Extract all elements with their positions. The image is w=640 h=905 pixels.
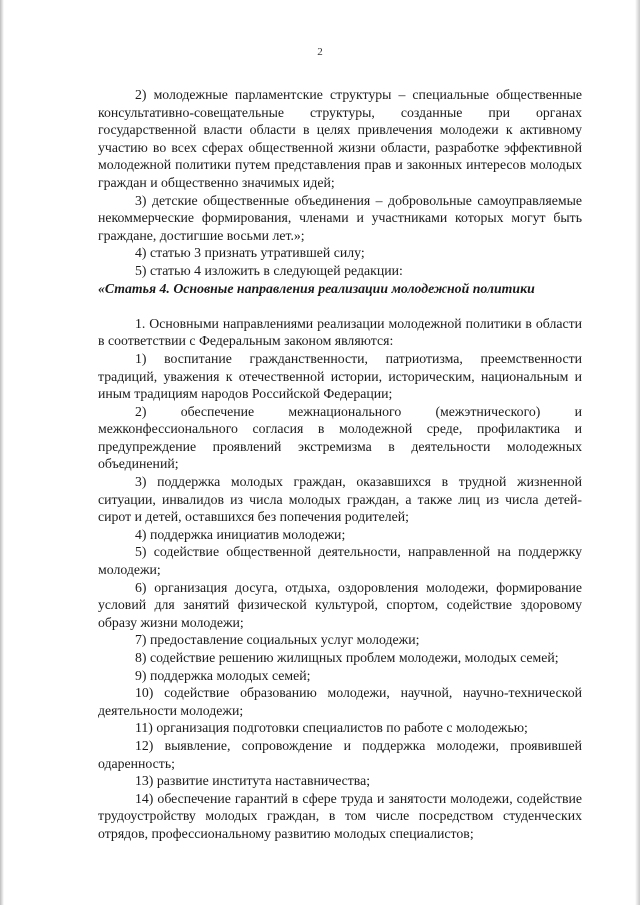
list-item-6: 6) организация досуга, отдыха, оздоровления молодежи, формирование условий для занятий физической культурой, спортом, содействие здоровому образу жизни молодежи; [98, 579, 582, 630]
list-item-12: 12) выявление, сопровождение и поддержка молодежи, проявившей одаренность; [98, 737, 582, 771]
scan-edge-left [0, 0, 4, 905]
paragraph-article-3-repeal: 4) статью 3 признать утратившей силу; [135, 245, 365, 261]
list-item-14: 14) обеспечение гарантий в сфере труда и занятости молодежи, содействие трудоустройству молодых граждан, в том числе посредством студенческих отрядов, профессиональному развитию молодых специалистов; [98, 790, 582, 841]
list-item-2: 2) обеспечение межнационального (межэтнического) и межконфессионального согласия в молодежной среде, профилактика и предупреждение проявлений экстремизма в деятельности молодежных объединений; [98, 403, 582, 472]
paragraph-definition-parliamentary-structures: 2) молодежные парламентские структуры – специальные общественные консультативно-совещательные структуры, созданные при органах государственной власти области в целях привлечения молодежи к активному участию во всех сферах общественной жизни области, разработке эффективной молодежной политики путем представления прав и законных интересов молодых граждан и общественно значимых идей; [98, 87, 582, 190]
list-item-13: 13) развитие института наставничества; [135, 773, 371, 789]
list-item-10: 10) содействие образованию молодежи, научной, научно-технической деятельности молодежи; [98, 685, 582, 718]
list-item-7: 7) предоставление социальных услуг молодежи; [135, 632, 420, 648]
page-number: 2 [317, 46, 323, 58]
article-paragraph-intro: 1. Основными направлениями реализации молодежной политики в области в соответствии с Федеральным законом являются: [98, 315, 582, 349]
list-item-9: 9) поддержка молодых семей; [135, 667, 311, 683]
paragraph-definition-childrens-associations: 3) детские общественные объединения – добровольные самоуправляемые некоммерческие формирования, членами и участниками которых могут быть граждане, достигшие восьми лет.»; [98, 192, 582, 243]
paragraph-article-4-new-edition: 5) статью 4 изложить в следующей редакции: [135, 262, 403, 278]
article-4-heading: «Статья 4. Основные направления реализации молодежной политики [98, 280, 535, 296]
scan-edge-right [635, 0, 640, 905]
document-body [98, 86, 582, 843]
list-item-11: 11) организация подготовки специалистов по работе с молодежью; [135, 720, 528, 736]
list-item-4: 4) поддержка инициатив молодежи; [135, 526, 346, 542]
list-item-5: 5) содействие общественной деятельности, направленной на поддержку молодежи; [98, 544, 582, 578]
list-item-1: 1) воспитание гражданственности, патриотизма, преемственности традиций, уважения к отечественной истории, историческим, национальным и иным традициям народов Российской Федерации; [98, 350, 582, 402]
list-item-3: 3) поддержка молодых граждан, оказавшихся в трудной жизненной ситуации, инвалидов из числа молодых граждан, а также лиц из числа детей-сирот и детей, оставшихся без попечения родителей; [98, 474, 582, 525]
list-item-8: 8) содействие решению жилищных проблем молодежи, молодых семей; [135, 650, 559, 665]
